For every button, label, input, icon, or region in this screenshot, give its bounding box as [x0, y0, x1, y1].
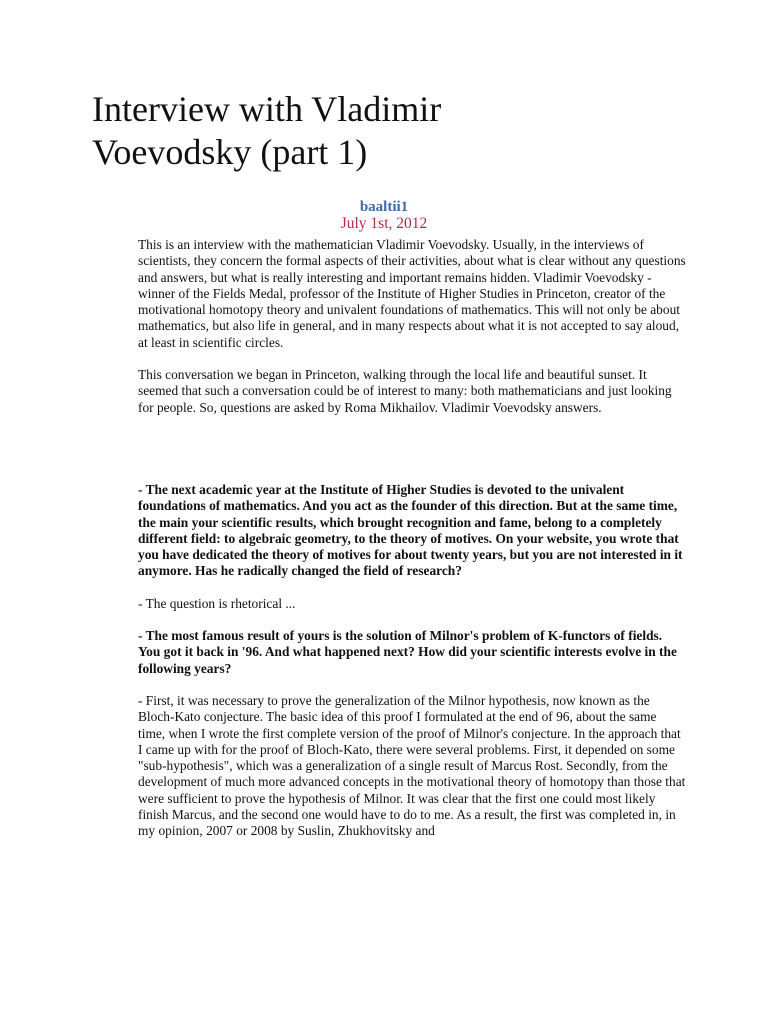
title-line-2: Voevodsky (part 1) [92, 132, 368, 172]
article-body [138, 237, 686, 840]
answer-paragraph: - First, it was necessary to prove the generalization of the Milnor hypothesis, now known as the Bloch-Kato conjecture. The basic idea of this proof I formulated at the end of 96, about the same time, when I wrote the first complete version of the proof of Milnor's conjecture. In the approach that I came up with for the proof of Bloch-Kato, there were several problems. First, it depended on some "sub-hypothesis", which was a generalization of a single result of Marcus Rost. Secondly, from the development of much more advanced concepts in the motivational theory of homotopy than those that were sufficient to prove the hypothesis of Milnor. It was clear that the first one could most likely finish Marcus, and the second one would have to do to me. As a result, the first was completed in, in my opinion, 2007 or 2008 by Suslin, Zhukhovitsky and [138, 692, 686, 839]
title-line-1: Interview with Vladimir [92, 89, 442, 129]
context-paragraph: This conversation we began in Princeton, walking through the local life and beautiful sunset. It seemed that such a conversation could be of interest to many: both mathematicians and just looking for people. So, questions are asked by Roma Mikhailov. Vladimir Voevodsky answers. [138, 367, 672, 415]
question-paragraph: - The next academic year at the Institute of Higher Studies is devoted to the univalent foundations of mathematics. And you act as the founder of this direction. But at the same time, the main your scientific results, which brought recognition and fame, belong to a completely different field: to algebraic geometry, to the theory of motives. On your website, you wrote that you have dedicated the theory of motives for about twenty years, but you are not interested in it anymore. Has he radically changed the field of research? [138, 481, 683, 579]
answer-paragraph: - The question is rhetorical ... [138, 595, 296, 611]
publish-date: July 1st, 2012 [340, 215, 428, 232]
intro-paragraph: This is an interview with the mathematician Vladimir Voevodsky. Usually, in the interviews of scientists, they concern the formal aspects of their activities, about what is clear without any questions and answers, but what is really interesting and important remains hidden. Vladimir Voevodsky - winner of the Fields Medal, professor of the Institute of Higher Studies in Princeton, creator of the motivational homotopy theory and univalent foundations of mathematics. This will not only be about mathematics, but also life in general, and in many respects about what it is not accepted to say aloud, at least in scientific circles. [138, 237, 686, 350]
author-name: baaltii1 [359, 199, 409, 215]
article-title [92, 88, 712, 174]
question-paragraph: - The most famous result of yours is the solution of Milnor's problem of K-functors of fields. You got it back in '96. And what happened next? How did your scientific interests evolve in the following years? [138, 628, 677, 676]
